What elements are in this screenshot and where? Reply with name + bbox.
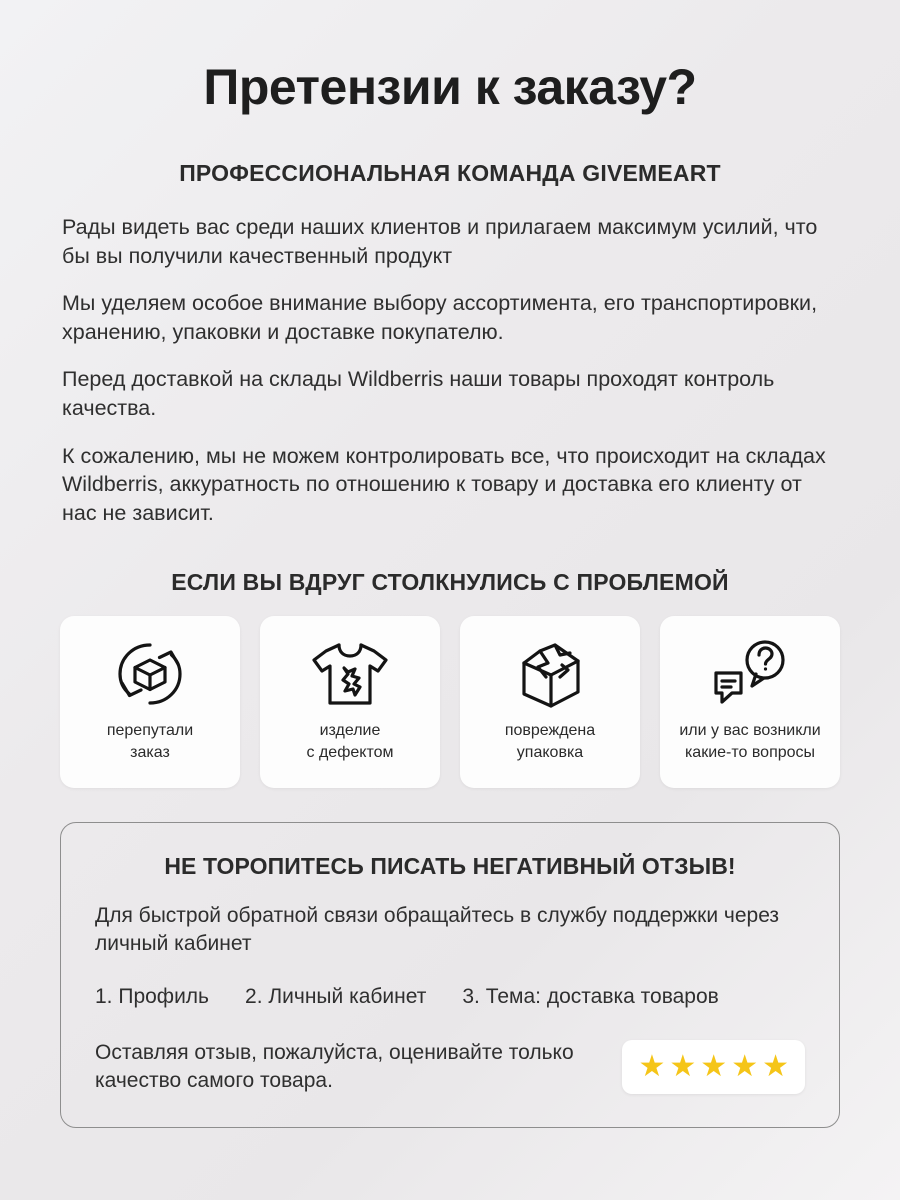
problem-cards: [60, 616, 840, 788]
negative-review-notice: [60, 822, 840, 1128]
problem-card-label: [99, 720, 201, 763]
problem-card-label: [671, 720, 828, 763]
problem-card-defect: [260, 616, 440, 788]
problems-heading: ЕСЛИ ВЫ ВДРУГ СТОЛКНУЛИСЬ С ПРОБЛЕМОЙ: [171, 569, 729, 596]
damaged-box-icon: [510, 634, 590, 714]
notice-text: Для быстрой обратной связи обращайтесь в службу поддержки через личный кабинет: [95, 904, 780, 956]
intro-paragraph: Перед доставкой на склады Wildberris наши товары проходят контроль качества.: [62, 367, 775, 420]
notice-footer: [95, 1039, 805, 1095]
problem-card-label-line1: или у вас возникли: [679, 722, 821, 740]
intro-paragraph: Рады видеть вас среди наших клиентов и прилагаем максимум усилий, что бы вы получили качественный продукт: [62, 215, 818, 268]
problem-card-questions: [660, 616, 840, 788]
page-title: Претензии к заказу?: [203, 59, 697, 115]
problem-card-label-line1: повреждена: [504, 722, 596, 740]
problem-card-label: [497, 720, 603, 763]
intro-paragraph: К сожалению, мы не можем контролировать все, что происходит на складах Wildberris, аккуратность по отношению к товару и доставка его клиенту от нас не зависит.: [62, 443, 826, 525]
star-icon: ★: [638, 1049, 666, 1083]
notice-title: НЕ ТОРОПИТЕСЬ ПИСАТЬ НЕГАТИВНЫЙ ОТЗЫВ!: [164, 853, 736, 880]
problem-card-label: [299, 720, 402, 763]
problem-card-label-line1: изделие: [319, 722, 381, 740]
problem-card-label-line1: перепутали: [106, 722, 194, 740]
question-chat-icon: [708, 634, 792, 714]
problem-card-label-line2: с дефектом: [306, 743, 394, 761]
problem-card-label-line2: какие-то вопросы: [684, 743, 816, 761]
intro-heading: ПРОФЕССИОНАЛЬНАЯ КОМАНДА GIVEMEART: [179, 160, 721, 186]
support-steps: [95, 985, 805, 1009]
notice-footer-text: Оставляя отзыв, пожалуйста, оценивайте только качество самого товара.: [95, 1040, 574, 1092]
star-icon: ★: [731, 1049, 759, 1083]
problem-card-label-line2: упаковка: [516, 743, 584, 761]
defect-tshirt-icon: [308, 634, 392, 714]
support-step: 2. Личный кабинет: [245, 984, 427, 1008]
star-icon: ★: [762, 1049, 789, 1083]
support-step: 1. Профиль: [95, 984, 210, 1008]
problem-card-damaged-package: [460, 616, 640, 788]
problem-card-wrong-order: [60, 616, 240, 788]
star-icon: ★: [669, 1049, 697, 1083]
intro-paragraphs: [60, 213, 840, 527]
support-step: 3. Тема: доставка товаров: [462, 984, 719, 1008]
return-box-icon: [111, 634, 189, 714]
problem-card-label-line2: заказ: [130, 743, 170, 761]
rating-stars: [622, 1040, 805, 1094]
star-icon: ★: [700, 1049, 728, 1083]
intro-paragraph: Мы уделяем особое внимание выбору ассортимента, его транспортировки, хранению, упаковки и доставке покупателю.: [62, 291, 818, 344]
